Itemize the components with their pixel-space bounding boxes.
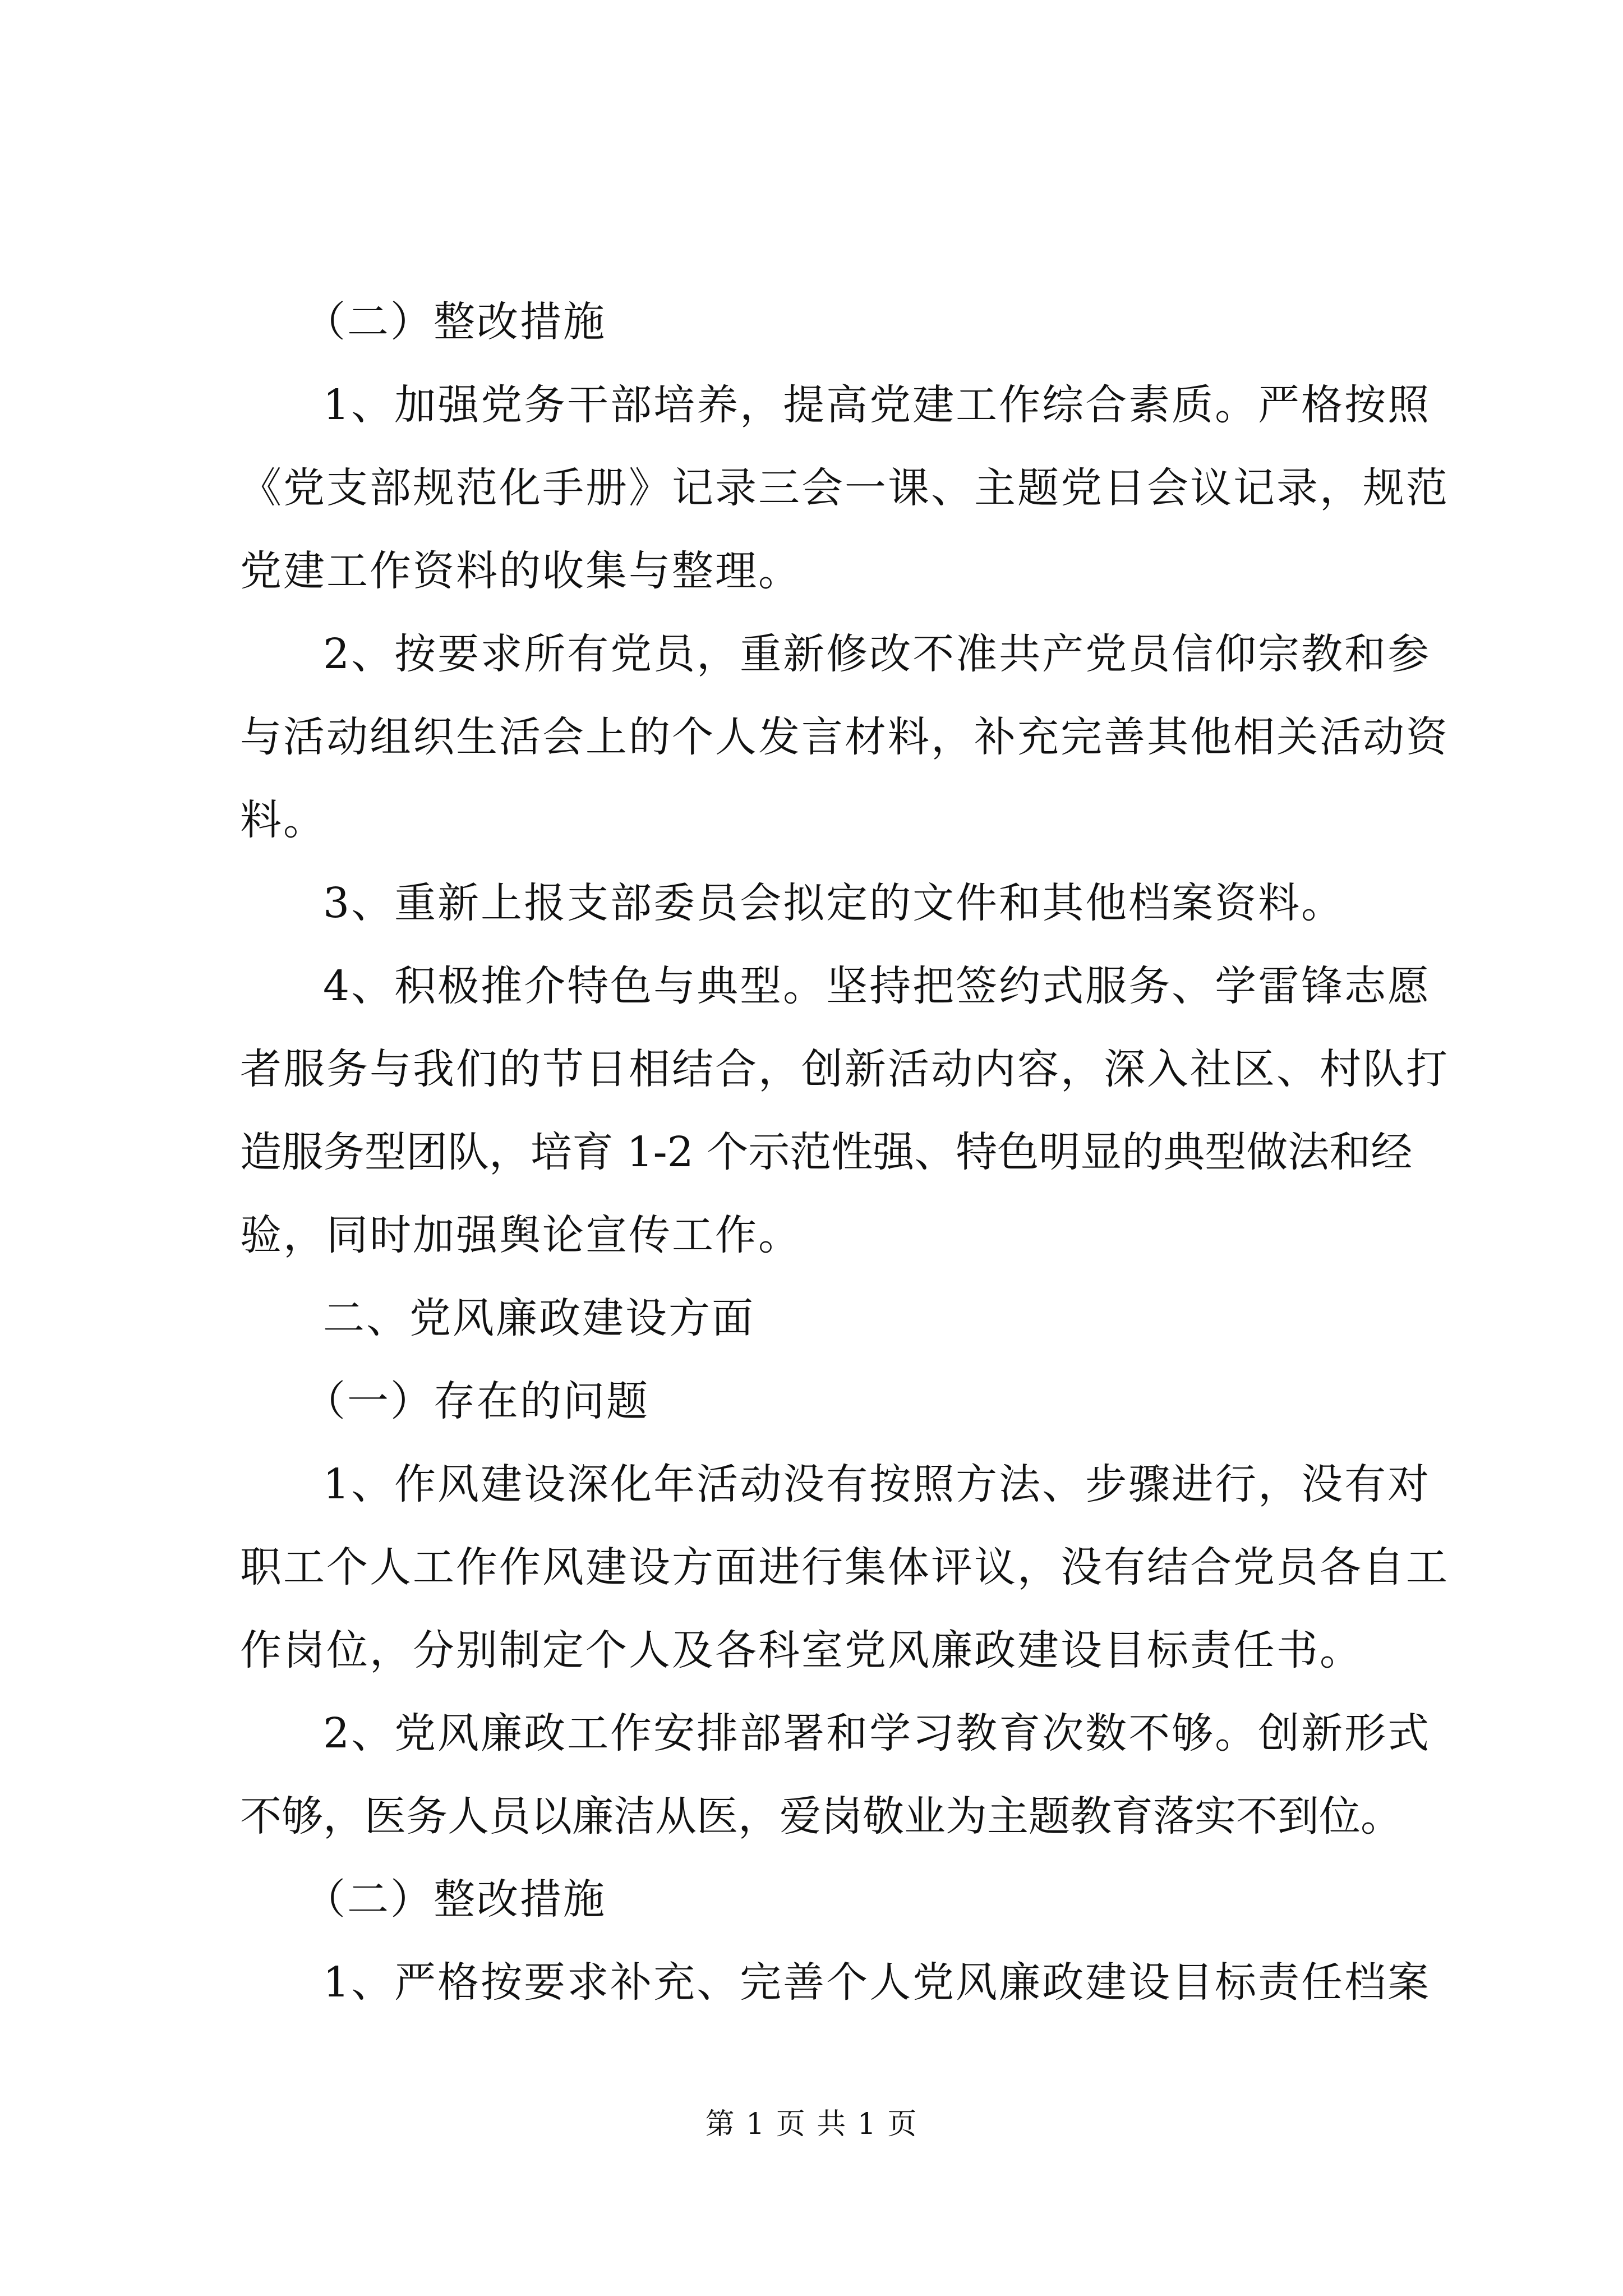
paragraph-line: 料。 <box>240 796 326 844</box>
paragraph-line: 1、作风建设深化年活动没有按照方法、步骤进行，没有对 <box>323 1460 1431 1508</box>
paragraph-line: 1、加强党务干部培养，提高党建工作综合素质。严格按照 <box>323 381 1431 429</box>
page-number-footer: 第 1 页 共 1 页 <box>705 2108 918 2141</box>
paragraph-line: 4、积极推介特色与典型。坚持把签约式服务、学雷锋志愿 <box>323 962 1431 1010</box>
section-heading-party-conduct: 二、党风廉政建设方面 <box>323 1294 755 1342</box>
paragraph-line: 2、党风廉政工作安排部署和学习教育次数不够。创新形式 <box>323 1709 1431 1757</box>
paragraph-line: 1、严格按要求补充、完善个人党风廉政建设目标责任档案 <box>323 1958 1431 2007</box>
paragraph-line: 2、按要求所有党员，重新修改不准共产党员信仰宗教和参 <box>323 630 1431 678</box>
document-body <box>240 280 1449 2024</box>
paragraph-line: 者服务与我们的节日相结合，创新活动内容，深入社区、村队打 <box>240 1045 1449 1093</box>
paragraph-line: 职工个人工作作风建设方面进行集体评议，没有结合党员各自工 <box>240 1543 1449 1591</box>
subheading-rectification-measures: （二）整改措施 <box>304 1875 606 1924</box>
paragraph-line: 造服务型团队，培育 1-2 个示范性强、特色明显的典型做法和经 <box>240 1128 1413 1176</box>
paragraph-line: 不够，医务人员以廉洁从医，爱岗敬业为主题教育落实不到位。 <box>240 1792 1402 1841</box>
paragraph-line: 3、重新上报支部委员会拟定的文件和其他档案资料。 <box>323 879 1345 927</box>
paragraph-line: 党建工作资料的收集与整理。 <box>240 547 801 595</box>
paragraph-line: 作岗位，分别制定个人及各科室党风廉政建设目标责任书。 <box>240 1626 1363 1674</box>
paragraph-line: 验，同时加强舆论宣传工作。 <box>240 1211 801 1259</box>
subheading-rectification-measures: （二）整改措施 <box>304 298 606 346</box>
subheading-existing-problems: （一）存在的问题 <box>304 1377 649 1425</box>
paragraph-line: 与活动组织生活会上的个人发言材料，补充完善其他相关活动资 <box>240 713 1449 761</box>
paragraph-line: 《党支部规范化手册》记录三会一课、主题党日会议记录，规范 <box>240 464 1449 512</box>
